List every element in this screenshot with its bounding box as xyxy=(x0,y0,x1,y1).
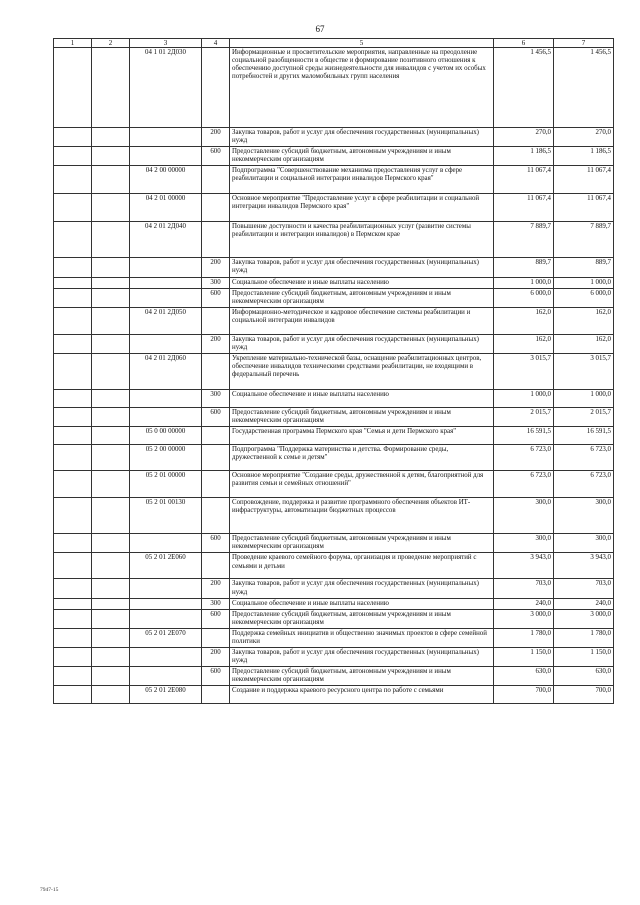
col2-cell xyxy=(92,471,130,498)
expense-type: 200 xyxy=(202,648,230,667)
item-name: Подпрограмма "Поддержка материнства и детства. Формирование среды, дружественной к семье и детям" xyxy=(230,445,494,471)
amount-col6: 11 067,4 xyxy=(494,194,554,222)
target-code xyxy=(130,147,202,166)
amount-col6: 1 000,0 xyxy=(494,390,554,408)
table-row xyxy=(54,334,614,353)
expense-type: 600 xyxy=(202,408,230,427)
target-code xyxy=(130,408,202,427)
amount-col6: 3 015,7 xyxy=(494,354,554,390)
amount-col6: 630,0 xyxy=(494,667,554,686)
item-name: Предоставление субсидий бюджетным, автономным учреждениям и иным некоммерческим организациям xyxy=(230,609,494,628)
col2-cell xyxy=(92,307,130,334)
amount-col7: 6 000,0 xyxy=(554,288,614,307)
item-name: Повышение доступности и качества реабилитационных услуг (развитие системы реабилитации и интеграции инвалидов) в Пермском крае xyxy=(230,222,494,258)
expense-type xyxy=(202,553,230,579)
amount-col6: 1 150,0 xyxy=(494,648,554,667)
target-code: 04 2 01 2Д040 xyxy=(130,222,202,258)
col2-cell xyxy=(92,147,130,166)
table-row xyxy=(54,147,614,166)
target-code: 04 2 01 2Д050 xyxy=(130,307,202,334)
item-name: Предоставление субсидий бюджетным, автономным учреждениям и иным некоммерческим организациям xyxy=(230,667,494,686)
col1-cell xyxy=(54,648,92,667)
amount-col6: 700,0 xyxy=(494,686,554,704)
target-code: 05 0 00 00000 xyxy=(130,427,202,445)
target-code xyxy=(130,579,202,598)
amount-col7: 889,7 xyxy=(554,258,614,277)
item-name: Создание и поддержка краевого ресурсного центра по работе с семьями xyxy=(230,686,494,704)
col2-cell xyxy=(92,128,130,147)
item-name: Предоставление субсидий бюджетным, автономным учреждениям и иным некоммерческим организациям xyxy=(230,534,494,553)
item-name: Проведение краевого семейного форума, организация и проведение мероприятий с семьями и детьми xyxy=(230,553,494,579)
amount-col6: 1 780,0 xyxy=(494,628,554,647)
col1-cell xyxy=(54,390,92,408)
item-name: Основное мероприятие "Создание среды, дружественной к детям, благоприятной для развития семьи и семейных отношений" xyxy=(230,471,494,498)
amount-col6: 1 456,5 xyxy=(494,48,554,128)
table-row xyxy=(54,498,614,534)
target-code: 05 2 00 00000 xyxy=(130,445,202,471)
item-name: Закупка товаров, работ и услуг для обеспечения государственных (муниципальных) нужд xyxy=(230,128,494,147)
amount-col7: 703,0 xyxy=(554,579,614,598)
item-name: Социальное обеспечение и иные выплаты населению xyxy=(230,598,494,609)
item-name: Предоставление субсидий бюджетным, автономным учреждениям и иным некоммерческим организациям xyxy=(230,408,494,427)
amount-col6: 16 591,5 xyxy=(494,427,554,445)
amount-col7: 700,0 xyxy=(554,686,614,704)
amount-col7: 1 780,0 xyxy=(554,628,614,647)
expense-type xyxy=(202,222,230,258)
item-name: Информационные и просветительские мероприятия, направленные на преодоление социальной разобщенности в обществе и формирование позитивного отношения к обеспечению доступной среды жизнедеятельности для инвалидов с учетом их особых потребностей и других маломобильных групп населения xyxy=(230,48,494,128)
col1-cell xyxy=(54,408,92,427)
amount-col7: 300,0 xyxy=(554,534,614,553)
expense-type: 300 xyxy=(202,277,230,288)
col2-cell xyxy=(92,390,130,408)
col1-cell xyxy=(54,354,92,390)
column-number: 3 xyxy=(130,39,202,48)
expense-type xyxy=(202,471,230,498)
target-code xyxy=(130,598,202,609)
amount-col6: 703,0 xyxy=(494,579,554,598)
amount-col7: 300,0 xyxy=(554,498,614,534)
expense-type xyxy=(202,48,230,128)
amount-col6: 162,0 xyxy=(494,307,554,334)
target-code: 05 2 01 2Е070 xyxy=(130,628,202,647)
col1-cell xyxy=(54,307,92,334)
amount-col7: 1 150,0 xyxy=(554,648,614,667)
amount-col6: 3 000,0 xyxy=(494,609,554,628)
expense-type xyxy=(202,628,230,647)
expense-type: 600 xyxy=(202,609,230,628)
col2-cell xyxy=(92,258,130,277)
amount-col6: 11 067,4 xyxy=(494,166,554,194)
target-code xyxy=(130,390,202,408)
expense-type xyxy=(202,354,230,390)
col2-cell xyxy=(92,598,130,609)
table-row xyxy=(54,445,614,471)
item-name: Подпрограмма "Совершенствование механизма предоставления услуг в сфере реабилитации и социальной интеграции инвалидов Пермского края" xyxy=(230,166,494,194)
amount-col7: 3 943,0 xyxy=(554,553,614,579)
amount-col6: 1 186,5 xyxy=(494,147,554,166)
expense-type: 200 xyxy=(202,128,230,147)
expense-type: 600 xyxy=(202,534,230,553)
table-row xyxy=(54,471,614,498)
col2-cell xyxy=(92,609,130,628)
item-name: Информационно-методическое и кадровое обеспечение системы реабилитации и социальной интеграции инвалидов xyxy=(230,307,494,334)
target-code: 04 2 00 00000 xyxy=(130,166,202,194)
col2-cell xyxy=(92,534,130,553)
target-code: 05 2 01 00130 xyxy=(130,498,202,534)
item-name: Поддержка семейных инициатив и общественно значимых проектов в сфере семейной политики xyxy=(230,628,494,647)
col1-cell xyxy=(54,277,92,288)
col2-cell xyxy=(92,408,130,427)
table-row xyxy=(54,354,614,390)
col2-cell xyxy=(92,334,130,353)
item-name: Закупка товаров, работ и услуг для обеспечения государственных (муниципальных) нужд xyxy=(230,648,494,667)
col1-cell xyxy=(54,628,92,647)
target-code: 05 2 01 2Е060 xyxy=(130,553,202,579)
table-row xyxy=(54,553,614,579)
col2-cell xyxy=(92,628,130,647)
page-number: 67 xyxy=(315,24,325,34)
amount-col7: 3 000,0 xyxy=(554,609,614,628)
expense-type xyxy=(202,307,230,334)
expense-type: 300 xyxy=(202,390,230,408)
table-row xyxy=(54,128,614,147)
target-code xyxy=(130,534,202,553)
table-row xyxy=(54,166,614,194)
amount-col7: 11 067,4 xyxy=(554,166,614,194)
item-name: Основное мероприятие "Предоставление услуг в сфере реабилитации и социальной интеграции инвалидов Пермского края" xyxy=(230,194,494,222)
amount-col7: 6 723,0 xyxy=(554,471,614,498)
expense-type: 200 xyxy=(202,579,230,598)
amount-col6: 6 723,0 xyxy=(494,445,554,471)
col2-cell xyxy=(92,288,130,307)
amount-col7: 240,0 xyxy=(554,598,614,609)
item-name: Закупка товаров, работ и услуг для обеспечения государственных (муниципальных) нужд xyxy=(230,334,494,353)
amount-col7: 16 591,5 xyxy=(554,427,614,445)
col1-cell xyxy=(54,427,92,445)
col2-cell xyxy=(92,194,130,222)
amount-col7: 6 723,0 xyxy=(554,445,614,471)
amount-col6: 3 943,0 xyxy=(494,553,554,579)
table-row xyxy=(54,390,614,408)
amount-col6: 1 000,0 xyxy=(494,277,554,288)
col1-cell xyxy=(54,166,92,194)
col1-cell xyxy=(54,222,92,258)
target-code: 05 2 01 2Е080 xyxy=(130,686,202,704)
col2-cell xyxy=(92,553,130,579)
col1-cell xyxy=(54,667,92,686)
column-number: 7 xyxy=(554,39,614,48)
expense-type xyxy=(202,498,230,534)
amount-col6: 162,0 xyxy=(494,334,554,353)
amount-col7: 1 000,0 xyxy=(554,277,614,288)
amount-col7: 270,0 xyxy=(554,128,614,147)
column-number: 5 xyxy=(230,39,494,48)
amount-col6: 300,0 xyxy=(494,534,554,553)
column-number: 4 xyxy=(202,39,230,48)
table-row xyxy=(54,277,614,288)
table-row xyxy=(54,648,614,667)
amount-col6: 300,0 xyxy=(494,498,554,534)
col1-cell xyxy=(54,258,92,277)
amount-col6: 240,0 xyxy=(494,598,554,609)
col1-cell xyxy=(54,598,92,609)
table-row xyxy=(54,609,614,628)
col1-cell xyxy=(54,609,92,628)
expense-type xyxy=(202,166,230,194)
item-name: Закупка товаров, работ и услуг для обеспечения государственных (муниципальных) нужд xyxy=(230,579,494,598)
item-name: Предоставление субсидий бюджетным, автономным учреждениям и иным некоммерческим организациям xyxy=(230,288,494,307)
expense-type: 300 xyxy=(202,598,230,609)
target-code: 05 2 01 00000 xyxy=(130,471,202,498)
table-row xyxy=(54,48,614,128)
col1-cell xyxy=(54,147,92,166)
col1-cell xyxy=(54,288,92,307)
amount-col7: 162,0 xyxy=(554,334,614,353)
expense-type: 200 xyxy=(202,258,230,277)
col1-cell xyxy=(54,579,92,598)
target-code: 04 2 01 2Д060 xyxy=(130,354,202,390)
amount-col6: 270,0 xyxy=(494,128,554,147)
item-name: Предоставление субсидий бюджетным, автономным учреждениям и иным некоммерческим организациям xyxy=(230,147,494,166)
table-row xyxy=(54,194,614,222)
col2-cell xyxy=(92,648,130,667)
table-row xyxy=(54,222,614,258)
col2-cell xyxy=(92,579,130,598)
col2-cell xyxy=(92,166,130,194)
col1-cell xyxy=(54,534,92,553)
col1-cell xyxy=(54,471,92,498)
table-row xyxy=(54,258,614,277)
expense-type: 200 xyxy=(202,334,230,353)
column-number: 6 xyxy=(494,39,554,48)
target-code: 04 2 01 00000 xyxy=(130,194,202,222)
col1-cell xyxy=(54,48,92,128)
amount-col7: 1 186,5 xyxy=(554,147,614,166)
amount-col7: 162,0 xyxy=(554,307,614,334)
col1-cell xyxy=(54,445,92,471)
expense-type xyxy=(202,686,230,704)
target-code xyxy=(130,277,202,288)
amount-col6: 7 889,7 xyxy=(494,222,554,258)
amount-col7: 11 067,4 xyxy=(554,194,614,222)
column-number: 2 xyxy=(92,39,130,48)
col1-cell xyxy=(54,128,92,147)
col1-cell xyxy=(54,498,92,534)
table-row xyxy=(54,534,614,553)
expense-type xyxy=(202,194,230,222)
table-row xyxy=(54,628,614,647)
col2-cell xyxy=(92,498,130,534)
expense-type: 600 xyxy=(202,667,230,686)
expense-type xyxy=(202,445,230,471)
target-code xyxy=(130,128,202,147)
amount-col6: 6 000,0 xyxy=(494,288,554,307)
table-row xyxy=(54,579,614,598)
target-code xyxy=(130,609,202,628)
column-number: 1 xyxy=(54,39,92,48)
amount-col7: 2 015,7 xyxy=(554,408,614,427)
amount-col6: 6 723,0 xyxy=(494,471,554,498)
amount-col7: 1 000,0 xyxy=(554,390,614,408)
target-code xyxy=(130,288,202,307)
item-name: Государственная программа Пермского края "Семья и дети Пермского края" xyxy=(230,427,494,445)
table-row xyxy=(54,686,614,704)
target-code xyxy=(130,648,202,667)
target-code xyxy=(130,667,202,686)
col1-cell xyxy=(54,194,92,222)
col1-cell xyxy=(54,686,92,704)
table-row xyxy=(54,598,614,609)
amount-col6: 2 015,7 xyxy=(494,408,554,427)
col2-cell xyxy=(92,667,130,686)
item-name: Социальное обеспечение и иные выплаты населению xyxy=(230,277,494,288)
expense-type: 600 xyxy=(202,288,230,307)
col2-cell xyxy=(92,222,130,258)
col2-cell xyxy=(92,686,130,704)
table-row xyxy=(54,427,614,445)
amount-col6: 889,7 xyxy=(494,258,554,277)
item-name: Социальное обеспечение и иные выплаты населению xyxy=(230,390,494,408)
expense-type xyxy=(202,427,230,445)
col2-cell xyxy=(92,445,130,471)
item-name: Сопровождение, поддержка и развитие программного обеспечения объектов ИТ-инфраструктуры, автоматизации бюджетных процессов xyxy=(230,498,494,534)
amount-col7: 1 456,5 xyxy=(554,48,614,128)
col1-cell xyxy=(54,553,92,579)
target-code xyxy=(130,258,202,277)
table-row xyxy=(54,667,614,686)
item-name: Закупка товаров, работ и услуг для обеспечения государственных (муниципальных) нужд xyxy=(230,258,494,277)
expense-type: 600 xyxy=(202,147,230,166)
table-row xyxy=(54,307,614,334)
target-code xyxy=(130,334,202,353)
col2-cell xyxy=(92,277,130,288)
amount-col7: 3 015,7 xyxy=(554,354,614,390)
col1-cell xyxy=(54,334,92,353)
col2-cell xyxy=(92,48,130,128)
item-name: Укрепление материально-технической базы, оснащение реабилитационных центров, обеспечение инвалидов техническими средствами реабилитации, не входящими в федеральный перечень xyxy=(230,354,494,390)
col2-cell xyxy=(92,427,130,445)
footer-code: 7947-15 xyxy=(40,887,59,893)
budget-table xyxy=(53,38,614,704)
target-code: 04 1 01 2Д030 xyxy=(130,48,202,128)
table-row xyxy=(54,288,614,307)
amount-col7: 7 889,7 xyxy=(554,222,614,258)
table-row xyxy=(54,408,614,427)
col2-cell xyxy=(92,354,130,390)
column-number-row xyxy=(54,39,614,48)
amount-col7: 630,0 xyxy=(554,667,614,686)
